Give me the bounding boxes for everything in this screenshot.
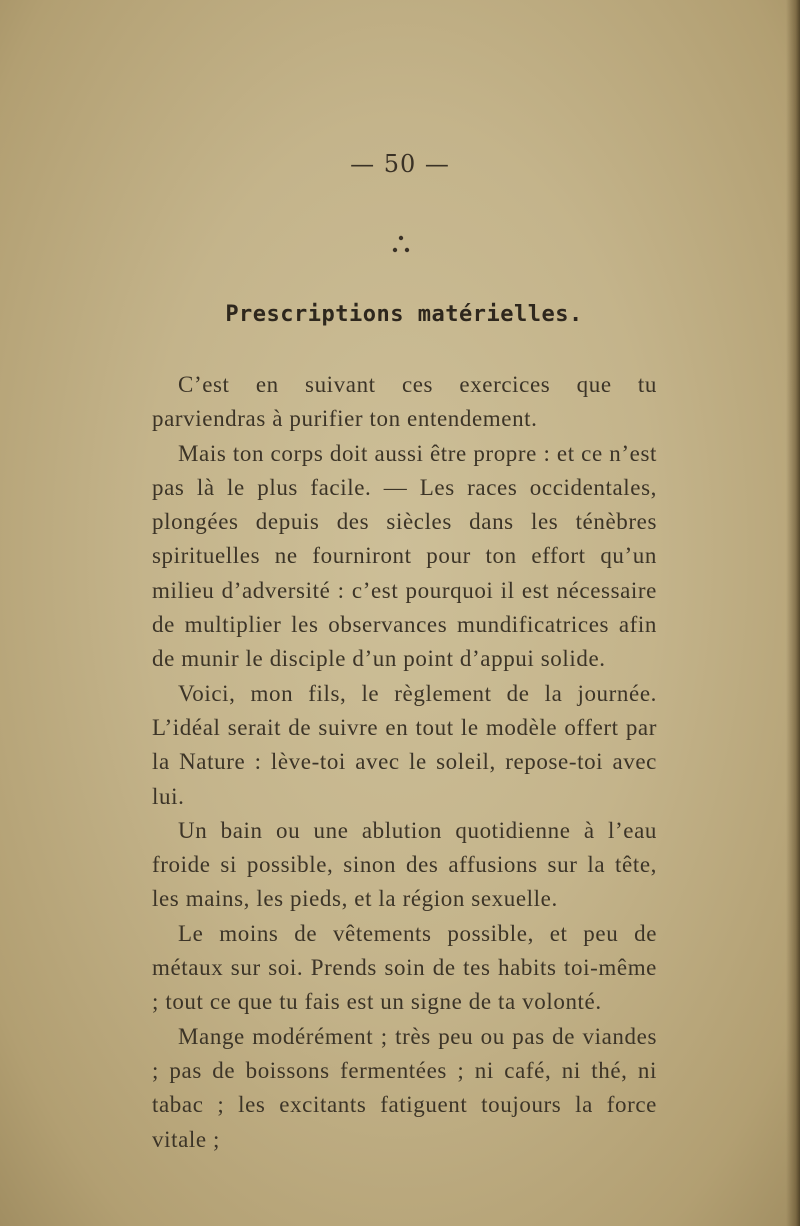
paragraph: C’est en suivant ces exercices que tu parviendras à purifier ton entendement. (152, 372, 657, 432)
paragraph: Mange modérément ; très peu ou pas de viandes ; pas de boissons fermentées ; ni café, ni thé, ni tabac ; les excitants fatiguent toujours la force vitale ; (152, 1023, 657, 1152)
paragraph: Voici, mon fils, le règlement de la journée. L’idéal serait de suivre en tout le modèle offert par la Nature : lève-toi avec le soleil, repose-toi avec lui. (152, 680, 657, 809)
section-title: Prescriptions matérielles. (225, 302, 583, 327)
paragraph: Mais ton corps doit aussi être propre : et ce n’est pas là le plus facile. — Les races occidentales, plongées depuis des siècles dans les ténèbres spirituelles ne fourniront pour ton effort qu’un milieu d’adversité : c’est pourquoi il est nécessaire de multiplier les observances mundificatrices afin de munir le disciple d’un point d’appui solide. (152, 440, 657, 672)
page-number: — 50 — (350, 150, 450, 178)
paragraph: Un bain ou une ablution quotidienne à l’eau froide si possible, sinon des affusions sur la tête, les mains, les pieds, et la région sexuelle. (152, 817, 657, 912)
paragraph: Le moins de vêtements possible, et peu de métaux sur soi. Prends soin de tes habits toi-même ; tout ce que tu fais est un signe de ta volonté. (152, 920, 657, 1015)
page-edge (786, 0, 800, 1226)
body-text (152, 368, 657, 1157)
asterism-icon (386, 230, 416, 260)
